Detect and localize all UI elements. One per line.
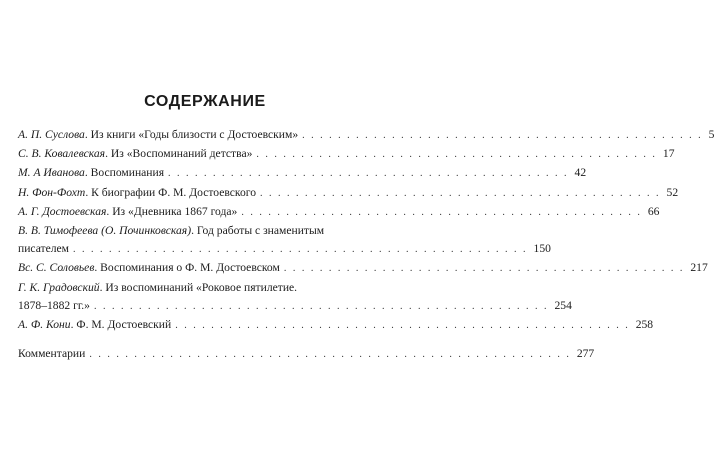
entry-title: . Год работы с знаменитым xyxy=(191,224,325,238)
entry-title: . Из «Дневника 1867 года» xyxy=(106,204,238,218)
leader-dots: . . . . . . . . . . . . . . . . . . . . . . . . . . . . . . . . . . . . . . . . . . . . . . . . . . . xyxy=(73,244,528,256)
toc-entry-timofeeva xyxy=(18,222,551,259)
leader-dots: . . . . . . . . . . . . . . . . . . . . . . . . . . . . . . . . . . . . . . . . . . . . . xyxy=(168,168,569,180)
entry-title: . Ф. М. Достоевский xyxy=(70,318,172,332)
toc-entry-dostoevskaya xyxy=(18,203,660,222)
entry-page: 277 xyxy=(576,347,595,361)
entry-title-continued: 1878–1882 гг.» xyxy=(18,298,90,312)
toc-entry-solovyev xyxy=(18,259,708,278)
toc-entry-kovalevskaya xyxy=(18,145,675,164)
entry-author: М. А Иванова xyxy=(18,166,85,180)
entry-title: . Воспоминания xyxy=(84,166,165,180)
entry-page: 258 xyxy=(635,318,654,332)
entry-title: Комментарии xyxy=(18,347,86,361)
entry-author: С. В. Ковалевская xyxy=(18,147,106,161)
toc-entry-suslova xyxy=(18,126,714,145)
entry-page: 17 xyxy=(662,147,675,161)
entry-title: . Из книги «Годы близости с Достоевским» xyxy=(84,128,299,141)
leader-dots: . . . . . . . . . . . . . . . . . . . . . . . . . . . . . . . . . . . . . . . . . . . . . xyxy=(260,187,661,199)
entry-author: Вс. С. Соловьев xyxy=(18,261,95,275)
entry-page: 254 xyxy=(554,298,572,312)
entry-page: 42 xyxy=(574,166,587,180)
entry-author: А. Г. Достоевская xyxy=(18,204,107,218)
entry-page: 66 xyxy=(647,204,660,218)
toc-entry-koni xyxy=(18,316,654,335)
entry-title: . Из «Воспоминаний детства» xyxy=(105,147,253,161)
leader-dots: . . . . . . . . . . . . . . . . . . . . . . . . . . . . . . . . . . . . . . . . . . . . . xyxy=(302,130,703,141)
entry-author: В. В. Тимофеева (О. Починковская) xyxy=(18,224,192,238)
toc-entry-commentary xyxy=(18,345,595,364)
entry-author: А. П. Суслова xyxy=(18,128,85,141)
entry-author: А. Ф. Кони xyxy=(18,318,71,332)
entry-author: Н. Фон-Фохт xyxy=(18,185,86,199)
entry-title-continued: писателем xyxy=(18,242,70,256)
entry-page: 150 xyxy=(533,242,551,256)
entry-page: 5 xyxy=(708,128,714,141)
table-of-contents xyxy=(18,126,714,364)
toc-entry-gradovsky xyxy=(18,279,572,316)
leader-dots: . . . . . . . . . . . . . . . . . . . . . . . . . . . . . . . . . . . . . . . . . . . . . . . . . . . xyxy=(93,300,549,312)
entry-title: . Воспоминания о Ф. М. Достоевском xyxy=(94,261,280,275)
entry-author: Г. К. Градовский xyxy=(18,280,100,294)
entry-page: 217 xyxy=(690,261,708,275)
leader-dots: . . . . . . . . . . . . . . . . . . . . . . . . . . . . . . . . . . . . . . . . . . . . . . . . . . . xyxy=(175,320,630,332)
entry-title: . К биографии Ф. М. Достоевского xyxy=(85,185,257,199)
leader-dots: . . . . . . . . . . . . . . . . . . . . . . . . . . . . . . . . . . . . . . . . . . . . . xyxy=(283,263,685,275)
toc-entry-fon-fokht xyxy=(18,184,679,203)
toc-title: СОДЕРЖАНИЕ xyxy=(144,93,266,110)
entry-title: . Из воспоминаний «Роковое пятилетие. xyxy=(99,280,298,294)
leader-dots: . . . . . . . . . . . . . . . . . . . . . . . . . . . . . . . . . . . . . . . . . . . . . xyxy=(256,149,657,161)
leader-dots: . . . . . . . . . . . . . . . . . . . . . . . . . . . . . . . . . . . . . . . . . . . . . . . . . . . . . . xyxy=(89,349,571,361)
toc-entry-ivanova xyxy=(18,164,587,183)
entry-page: 52 xyxy=(666,185,679,199)
leader-dots: . . . . . . . . . . . . . . . . . . . . . . . . . . . . . . . . . . . . . . . . . . . . . xyxy=(241,206,642,218)
